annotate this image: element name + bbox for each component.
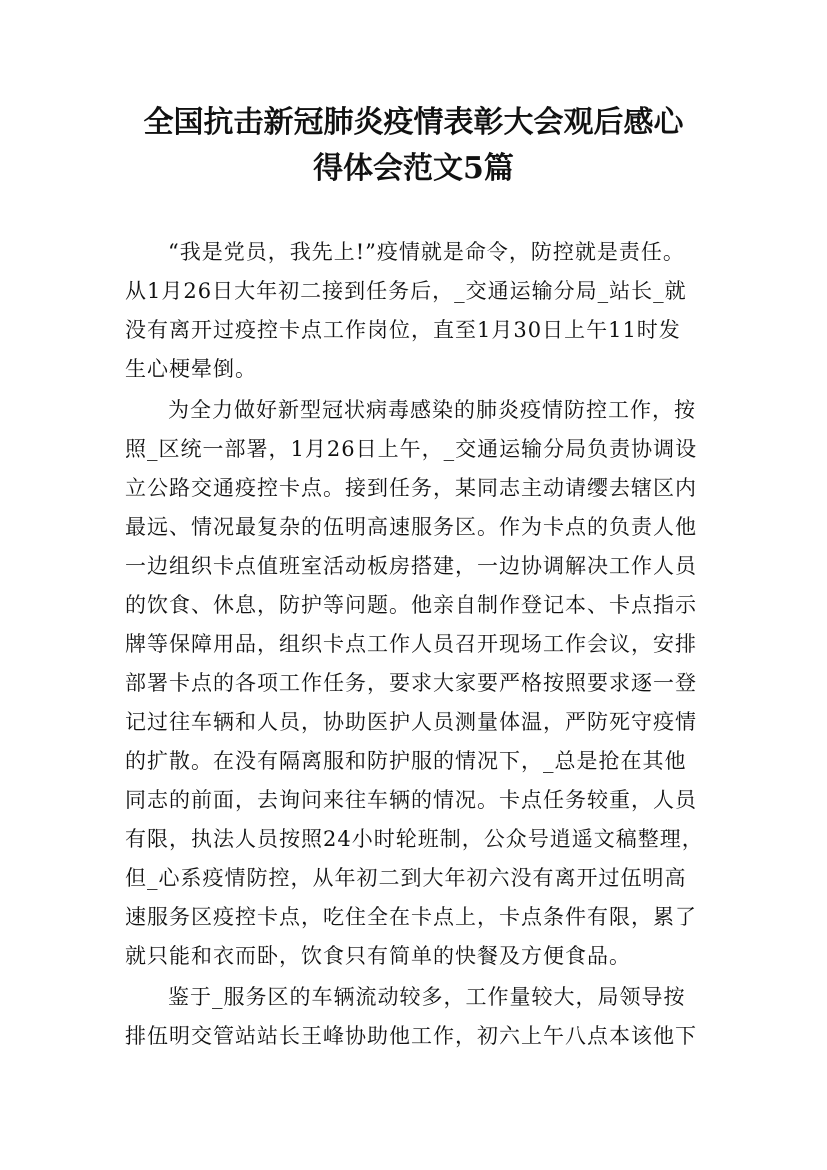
paragraph-line: 生心梗晕倒。	[125, 357, 257, 381]
paragraph-line: 部署卡点的各项工作任务，要求大家要严格按照要求逐一登	[125, 671, 697, 695]
paragraph-line: “我是党员，我先上!”疫情就是命令，防控就是责任。	[168, 240, 685, 264]
paragraph-line: 从1月26日大年初二接到任务后，_交通运输分局_站长_就	[125, 279, 687, 303]
paragraph-line: 牌等保障用品，组织卡点工作人员召开现场工作会议，安排	[125, 632, 697, 656]
title-line-2: 得体会范文5篇	[313, 151, 514, 186]
paragraph-line: 立公路交通疫控卡点。接到任务，某同志主动请缨去辖区内	[125, 476, 697, 500]
paragraph-line: 为全力做好新型冠状病毒感染的肺炎疫情防控工作，按	[168, 398, 696, 422]
paragraph-3	[125, 978, 715, 1056]
paragraph-line: 最远、情况最复杂的伍明高速服务区。作为卡点的负责人他	[125, 515, 697, 539]
paragraph-line: 的饮食、休息，防护等问题。他亲自制作登记本、卡点指示	[125, 593, 697, 617]
paragraph-line: 但_心系疫情防控，从年初二到大年初六没有离开过伍明高	[125, 866, 687, 890]
document-body	[125, 233, 715, 1058]
paragraph-line: 的扩散。在没有隔离服和防护服的情况下，_总是抢在其他	[125, 749, 687, 773]
document-title	[60, 100, 767, 192]
title-line-1: 全国抗击新冠肺炎疫情表彰大会观后感心	[143, 105, 684, 140]
paragraph-line: 记过往车辆和人员，协助医护人员测量体温，严防死守疫情	[125, 710, 697, 734]
paragraph-2	[125, 391, 715, 976]
paragraph-line: 没有离开过疫控卡点工作岗位，直至1月30日上午11时发	[125, 318, 681, 342]
paragraph-line: 排伍明交管站站长王峰协助他工作，初六上午八点本该他下	[125, 1024, 697, 1048]
paragraph-line: 一边组织卡点值班室活动板房搭建，一边协调解决工作人员	[125, 554, 697, 578]
paragraph-line: 同志的前面，去询问来往车辆的情况。卡点任务较重，人员	[125, 788, 697, 812]
paragraph-line: 速服务区疫控卡点，吃住全在卡点上，卡点条件有限，累了	[125, 905, 697, 929]
paragraph-line: 有限，执法人员按照24小时轮班制，公众号逍遥文稿整理，	[125, 827, 704, 851]
paragraph-line: 就只能和衣而卧，饮食只有简单的快餐及方便食品。	[125, 944, 631, 968]
paragraph-line: 鉴于_服务区的车辆流动较多，工作量较大，局领导按	[168, 985, 686, 1009]
paragraph-1	[125, 233, 715, 389]
paragraph-line: 照_区统一部署，1月26日上午，_交通运输分局负责协调设	[125, 437, 698, 461]
